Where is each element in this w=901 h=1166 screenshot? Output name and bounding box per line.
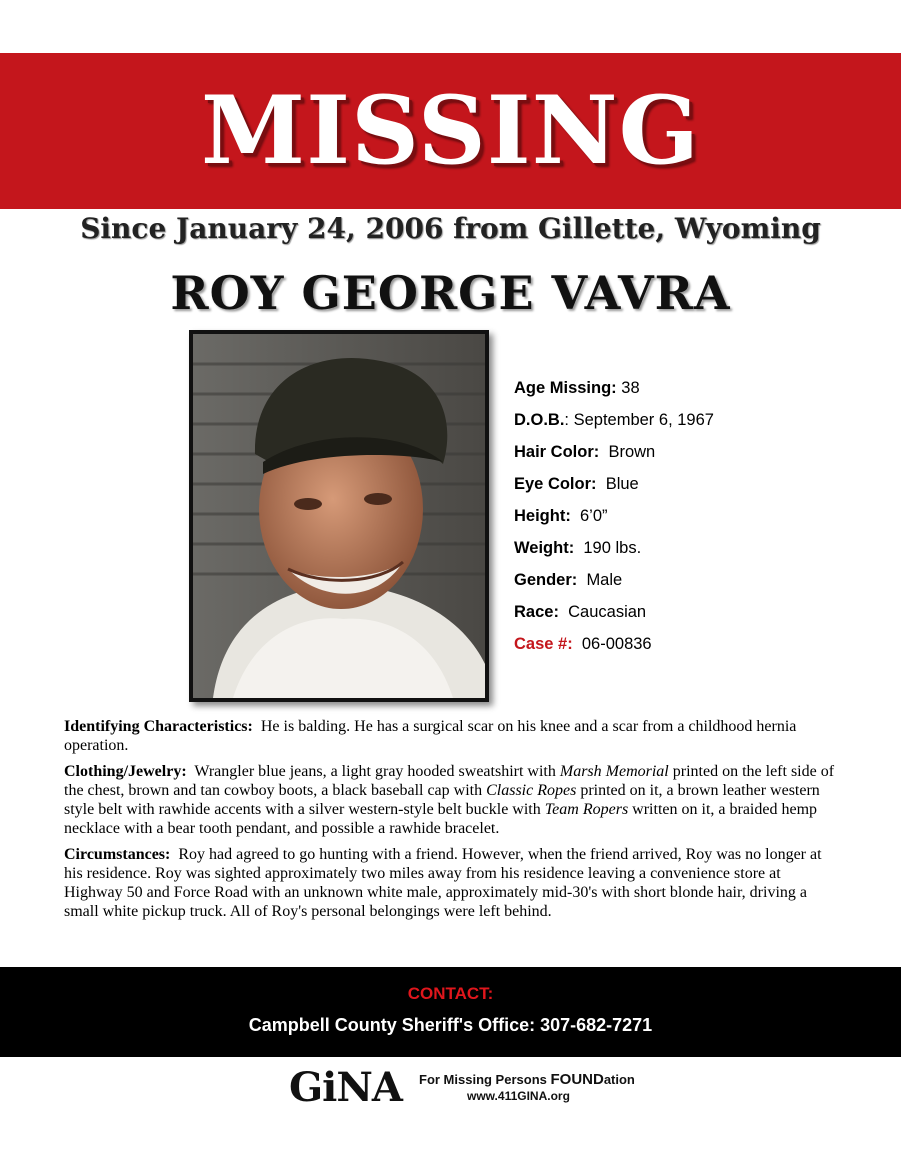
- missing-since-line: Since January 24, 2006 from Gillette, Wyoming: [80, 212, 821, 245]
- fact-height: Height: 6’0”: [514, 507, 608, 525]
- gina-tagline: For Missing Persons FOUNDation: [419, 1071, 635, 1088]
- fact-gender: Gender: Male: [514, 571, 623, 589]
- missing-banner: [0, 53, 901, 209]
- contact-bar: [0, 967, 901, 1057]
- person-name: ROY GEORGE VAVRA: [170, 266, 731, 320]
- fact-race: Race: Caucasian: [514, 603, 647, 621]
- fact-hair-color: Hair Color: Brown: [514, 443, 656, 461]
- contact-label: CONTACT:: [407, 984, 494, 1003]
- gina-logo: GiNA: [289, 1064, 402, 1111]
- identifying-characteristics: Identifying Characteristics: He is balding. He has a surgical scar on his knee and a scar from a childhood hernia operation.: [64, 718, 797, 754]
- fact-case-number: Case #: 06-00836: [514, 635, 652, 653]
- person-facts: [514, 372, 874, 660]
- circumstances: Circumstances: Roy had agreed to go hunting with a friend. However, when the friend arrived, Roy was no longer at his residence. Roy was sighted approximately two miles away from his residence leaving a convenience store at Highway 50 and Force Road with an unknown white male, approximately mid-30's with short blonde hair, driving a small white pickup truck. All of Roy's personal belongings were left behind.: [64, 846, 822, 920]
- case-description: [64, 717, 840, 928]
- clothing-jewelry: Clothing/Jewelry: Wrangler blue jeans, a light gray hooded sweatshirt with Marsh Memorial printed on the left side of the chest, brown and tan cowboy boots, a black baseball cap with Classic Ropes printed on it, a brown leather western style belt with rawhide accents with a silver western-style belt buckle with Team Ropers written on it, a braided hemp necklace with a bear tooth pendant, and possible a rawhide bracelet.: [64, 763, 835, 837]
- person-photo: [189, 330, 489, 702]
- missing-title: MISSING: [201, 76, 700, 186]
- gina-url: www.411GINA.org: [467, 1089, 570, 1103]
- fact-eye-color: Eye Color: Blue: [514, 475, 639, 493]
- fact-age-missing: Age Missing: 38: [514, 379, 640, 397]
- fact-dob: D.O.B.: September 6, 1967: [514, 411, 714, 429]
- contact-phone-line: Campbell County Sheriff's Office: 307-682-7271: [248, 1015, 653, 1035]
- gina-footer: [289, 1066, 649, 1112]
- person-photo-image: [193, 334, 485, 698]
- fact-weight: Weight: 190 lbs.: [514, 539, 642, 557]
